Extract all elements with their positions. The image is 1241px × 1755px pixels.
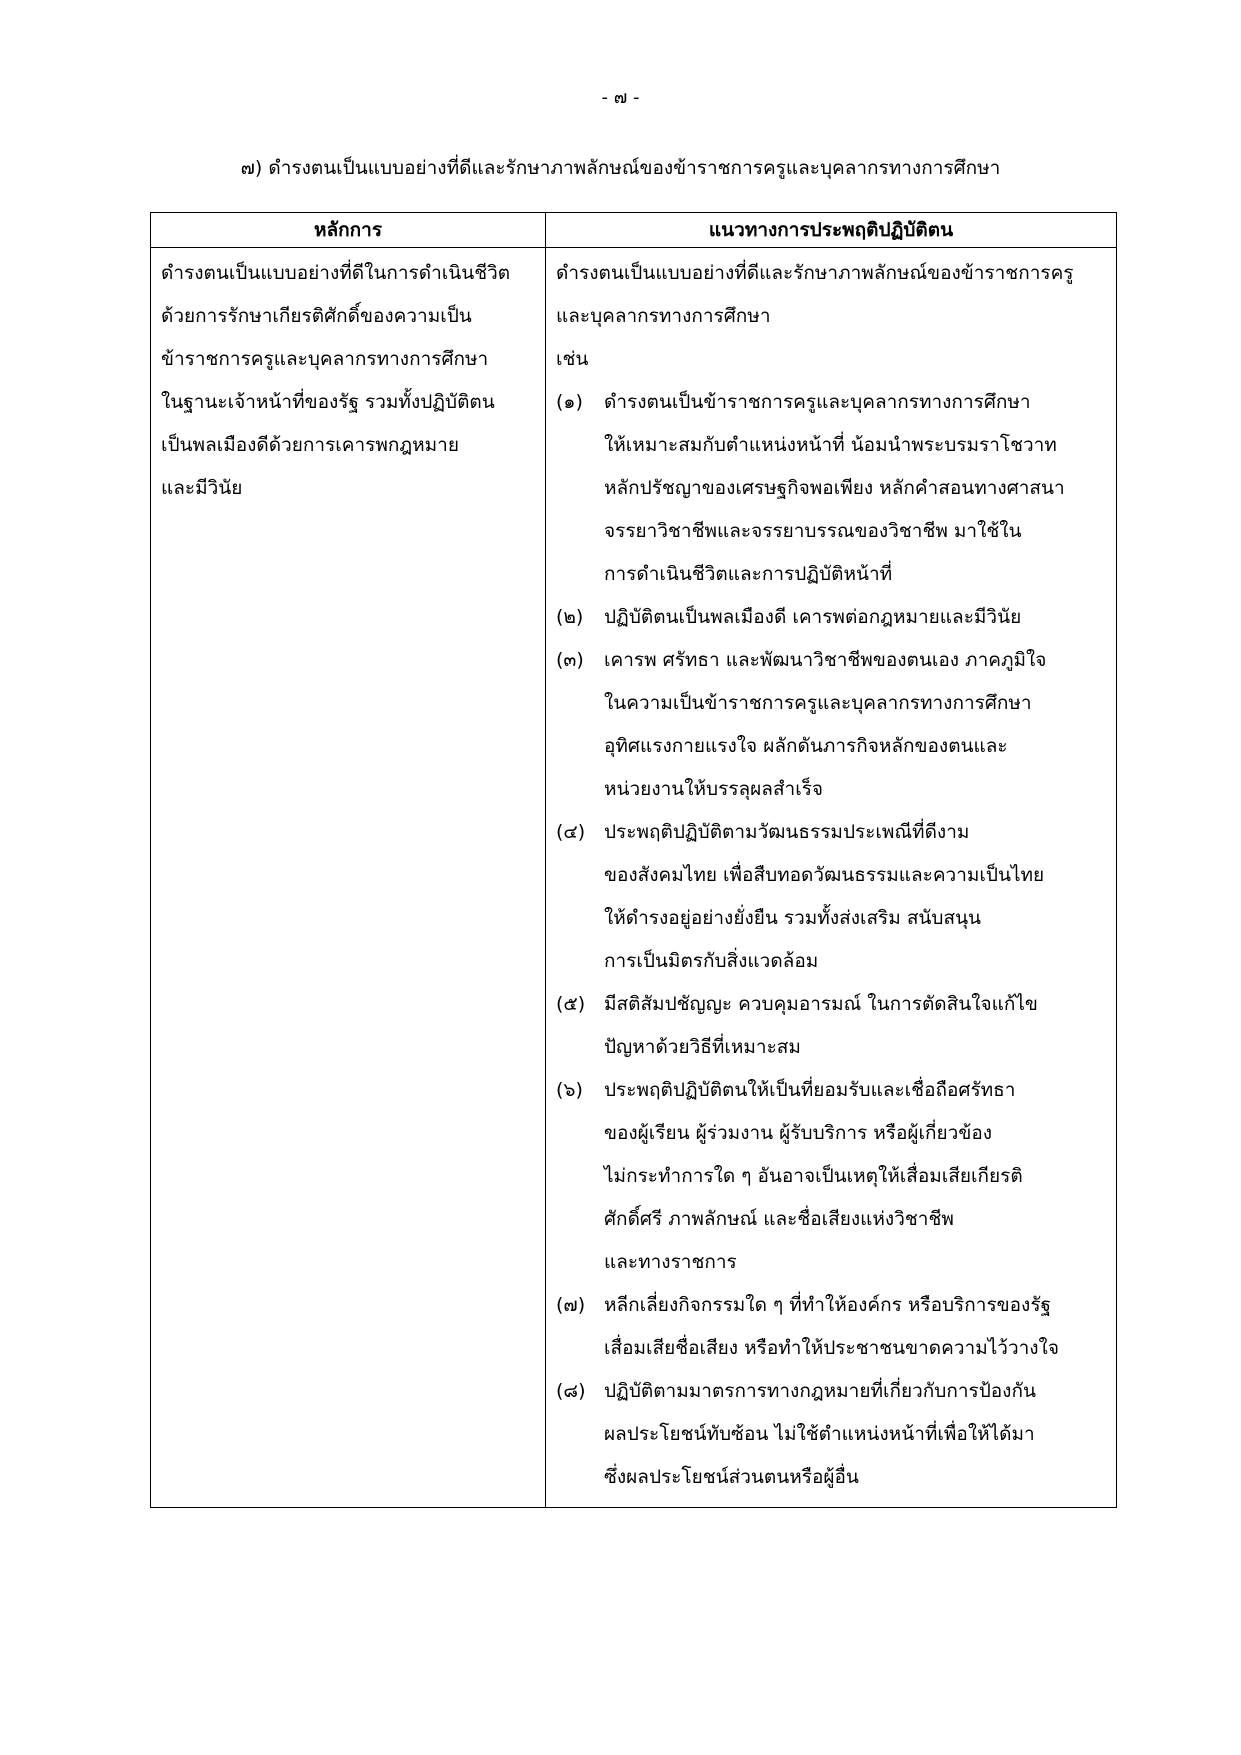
principle-line: ในฐานะเจ้าหน้าที่ของรัฐ รวมทั้งปฏิบัติตน: [161, 391, 495, 413]
item-number: (๒): [556, 606, 584, 628]
item-line: ประพฤติปฏิบัติตามวัฒนธรรมประเพณีที่ดีงาม: [604, 821, 970, 843]
item-line: เคารพ ศรัทธา และพัฒนาวิชาชีพของตนเอง ภาคภูมิใจ: [604, 649, 1047, 671]
principle-line: และมีวินัย: [161, 477, 243, 499]
guideline-item-3: [556, 639, 1106, 811]
principle-cell: [151, 248, 546, 1508]
item-number: (๖): [556, 1079, 583, 1101]
guideline-item-2: [556, 596, 1106, 639]
item-number: (๕): [556, 993, 586, 1015]
guideline-item-8: [556, 1370, 1106, 1499]
item-line: จรรยาวิชาชีพและจรรยาบรรณของวิชาชีพ มาใช้ใน: [604, 520, 1022, 542]
section-heading: ๗) ดำรงตนเป็นแบบอย่างที่ดีและรักษาภาพลักษณ์ของข้าราชการครูและบุคลากรทางการศึกษา: [240, 157, 1001, 179]
item-line: หลีกเลี่ยงกิจกรรมใด ๆ ที่ทำให้องค์กร หรือบริการของรัฐ: [604, 1294, 1052, 1316]
item-number: (๓): [556, 649, 584, 671]
item-line: และทางราชการ: [604, 1251, 737, 1273]
guideline-item-4: [556, 811, 1106, 983]
principle-line: ข้าราชการครูและบุคลากรทางการศึกษา: [161, 348, 489, 370]
item-line: หน่วยงานให้บรรลุผลสำเร็จ: [604, 778, 824, 800]
item-line: เสื่อมเสียชื่อเสียง หรือทำให้ประชาชนขาดความไว้วางใจ: [604, 1337, 1059, 1359]
header-guideline: แนวทางการประพฤติปฏิบัติตน: [546, 213, 1117, 248]
item-line: ซึ่งผลประโยชน์ส่วนตนหรือผู้อื่น: [604, 1466, 859, 1488]
item-line: หลักปรัชญาของเศรษฐกิจพอเพียง หลักคำสอนทางศาสนา: [604, 477, 1065, 499]
header-principle: หลักการ: [151, 213, 546, 248]
item-number: (๑): [556, 391, 583, 413]
principle-line: ด้วยการรักษาเกียรติศักดิ์ของความเป็น: [161, 305, 472, 327]
principle-line: เป็นพลเมืองดีด้วยการเคารพกฎหมาย: [161, 434, 459, 456]
item-line: ปัญหาด้วยวิธีที่เหมาะสม: [604, 1036, 801, 1058]
item-line: ปฏิบัติตนเป็นพลเมืองดี เคารพต่อกฎหมายและมีวินัย: [604, 606, 1022, 628]
guideline-intro-line: ดำรงตนเป็นแบบอย่างที่ดีและรักษาภาพลักษณ์ของข้าราชการครู: [556, 262, 1074, 284]
item-line: ของสังคมไทย เพื่อสืบทอดวัฒนธรรมและความเป็นไทย: [604, 864, 1045, 886]
page-number: - ๗ -: [601, 87, 640, 108]
item-line: การเป็นมิตรกับสิ่งแวดล้อม: [604, 950, 819, 972]
item-line: มีสติสัมปชัญญะ ควบคุมอารมณ์ ในการตัดสินใจแก้ไข: [604, 993, 1038, 1015]
item-line: ให้ดำรงอยู่อย่างยั่งยืน รวมทั้งส่งเสริม สนับสนุน: [604, 907, 982, 929]
item-number: (๘): [556, 1380, 586, 1402]
item-line: ไม่กระทำการใด ๆ อันอาจเป็นเหตุให้เสื่อมเสียเกียรติ: [604, 1165, 1023, 1187]
item-line: ปฏิบัติตามมาตรการทางกฎหมายที่เกี่ยวกับการป้องกัน: [604, 1380, 1036, 1402]
item-line: ดำรงตนเป็นข้าราชการครูและบุคลากรทางการศึกษา: [604, 391, 1031, 413]
conduct-table: [150, 212, 1117, 1508]
item-line: ของผู้เรียน ผู้ร่วมงาน ผู้รับบริการ หรือผู้เกี่ยวข้อง: [604, 1122, 993, 1144]
item-line: ในความเป็นข้าราชการครูและบุคลากรทางการศึกษา: [604, 692, 1032, 714]
item-number: (๗): [556, 1294, 586, 1316]
item-line: ศักดิ์ศรี ภาพลักษณ์ และชื่อเสียงแห่งวิชาชีพ: [604, 1208, 954, 1230]
guideline-item-7: [556, 1284, 1106, 1370]
item-line: ผลประโยชน์ทับซ้อน ไม่ใช้ตำแหน่งหน้าที่เพื่อให้ได้มา: [604, 1423, 1035, 1445]
guideline-item-1: [556, 381, 1106, 596]
guideline-intro-line: เช่น: [556, 348, 589, 370]
item-line: การดำเนินชีวิตและการปฏิบัติหน้าที่: [604, 563, 893, 585]
table-row: [151, 248, 1117, 1508]
item-line: อุทิศแรงกายแรงใจ ผลักดันภารกิจหลักของตนและ: [604, 735, 1008, 757]
guideline-intro-line: และบุคลากรทางการศึกษา: [556, 305, 771, 327]
guideline-item-5: [556, 983, 1106, 1069]
principle-line: ดำรงตนเป็นแบบอย่างที่ดีในการดำเนินชีวิต: [161, 262, 511, 284]
item-line: ให้เหมาะสมกับตำแหน่งหน้าที่ น้อมนำพระบรมราโชวาท: [604, 434, 1057, 456]
guideline-item-6: [556, 1069, 1106, 1284]
item-number: (๔): [556, 821, 586, 843]
item-line: ประพฤติปฏิบัติตนให้เป็นที่ยอมรับและเชื่อถือศรัทธา: [604, 1079, 1016, 1101]
table-header-row: [151, 213, 1117, 248]
guideline-cell: [546, 248, 1117, 1508]
